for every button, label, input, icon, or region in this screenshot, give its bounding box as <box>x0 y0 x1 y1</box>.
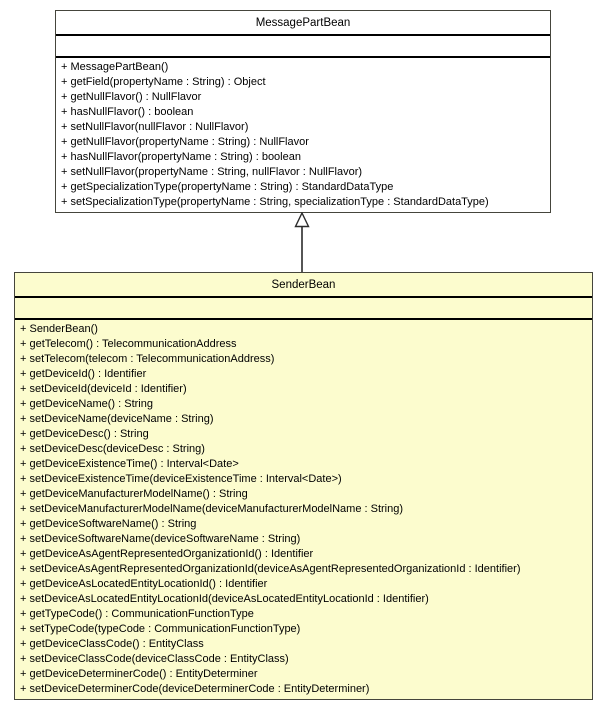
method-item: + getDeviceId() : Identifier <box>20 368 147 380</box>
method-item: + MessagePartBean() <box>61 61 169 73</box>
method-item: + getTypeCode() : CommunicationFunctionType <box>20 608 254 620</box>
method-item: + hasNullFlavor() : boolean <box>61 106 194 118</box>
method-item: + setDeviceDeterminerCode(deviceDeterminerCode : EntityDeterminer) <box>20 683 370 695</box>
methods-compartment-messagepartbean <box>56 58 550 212</box>
method-item: + getDeviceDeterminerCode() : EntityDeterminer <box>20 668 258 680</box>
method-item: + getDeviceDesc() : String <box>20 428 149 440</box>
method-item: + setDeviceAsAgentRepresentedOrganizationId(deviceAsAgentRepresentedOrganizationId : Identifier) <box>20 563 521 575</box>
method-item: + setTypeCode(typeCode : CommunicationFunctionType) <box>20 623 301 635</box>
method-item: + getDeviceAsLocatedEntityLocationId() : Identifier <box>20 578 268 590</box>
method-item: + setDeviceSoftwareName(deviceSoftwareName : String) <box>20 533 301 545</box>
method-item: + setDeviceClassCode(deviceClassCode : EntityClass) <box>20 653 289 665</box>
method-item: + setNullFlavor(nullFlavor : NullFlavor) <box>61 121 249 133</box>
method-item: + getDeviceClassCode() : EntityClass <box>20 638 204 650</box>
class-title-messagepartbean[interactable]: MessagePartBean <box>56 11 550 36</box>
methods-compartment-senderbean <box>15 320 592 699</box>
method-item: + getTelecom() : TelecommunicationAddress <box>20 338 237 350</box>
method-item: + setDeviceDesc(deviceDesc : String) <box>20 443 205 455</box>
class-box-messagepartbean <box>55 10 551 213</box>
method-item: + setTelecom(telecom : TelecommunicationAddress) <box>20 353 275 365</box>
method-item: + setSpecializationType(propertyName : String, specializationType : StandardDataType) <box>61 196 489 208</box>
method-item: + hasNullFlavor(propertyName : String) : boolean <box>61 151 301 163</box>
method-item: + getSpecializationType(propertyName : String) : StandardDataType <box>61 181 394 193</box>
attributes-compartment-senderbean <box>15 298 592 320</box>
method-item: + getDeviceName() : String <box>20 398 153 410</box>
method-item: + getNullFlavor() : NullFlavor <box>61 91 202 103</box>
method-item: + setNullFlavor(propertyName : String, nullFlavor : NullFlavor) <box>61 166 363 178</box>
method-item: + setDeviceExistenceTime(deviceExistenceTime : Interval<Date>) <box>20 473 342 485</box>
class-box-senderbean <box>14 272 593 700</box>
method-item: + getField(propertyName : String) : Object <box>61 76 266 88</box>
method-item: + setDeviceName(deviceName : String) <box>20 413 214 425</box>
generalization-arrow-icon <box>293 212 311 272</box>
method-item: + SenderBean() <box>20 323 98 335</box>
attributes-compartment-messagepartbean <box>56 36 550 58</box>
method-item: + getNullFlavor(propertyName : String) : NullFlavor <box>61 136 309 148</box>
method-item: + getDeviceSoftwareName() : String <box>20 518 197 530</box>
class-title-senderbean[interactable]: SenderBean <box>15 273 592 298</box>
method-item: + setDeviceAsLocatedEntityLocationId(deviceAsLocatedEntityLocationId : Identifier) <box>20 593 429 605</box>
method-item: + setDeviceManufacturerModelName(deviceManufacturerModelName : String) <box>20 503 404 515</box>
method-item: + setDeviceId(deviceId : Identifier) <box>20 383 187 395</box>
method-item: + getDeviceExistenceTime() : Interval<Date> <box>20 458 239 470</box>
method-item: + getDeviceManufacturerModelName() : String <box>20 488 248 500</box>
method-item: + getDeviceAsAgentRepresentedOrganizationId() : Identifier <box>20 548 314 560</box>
